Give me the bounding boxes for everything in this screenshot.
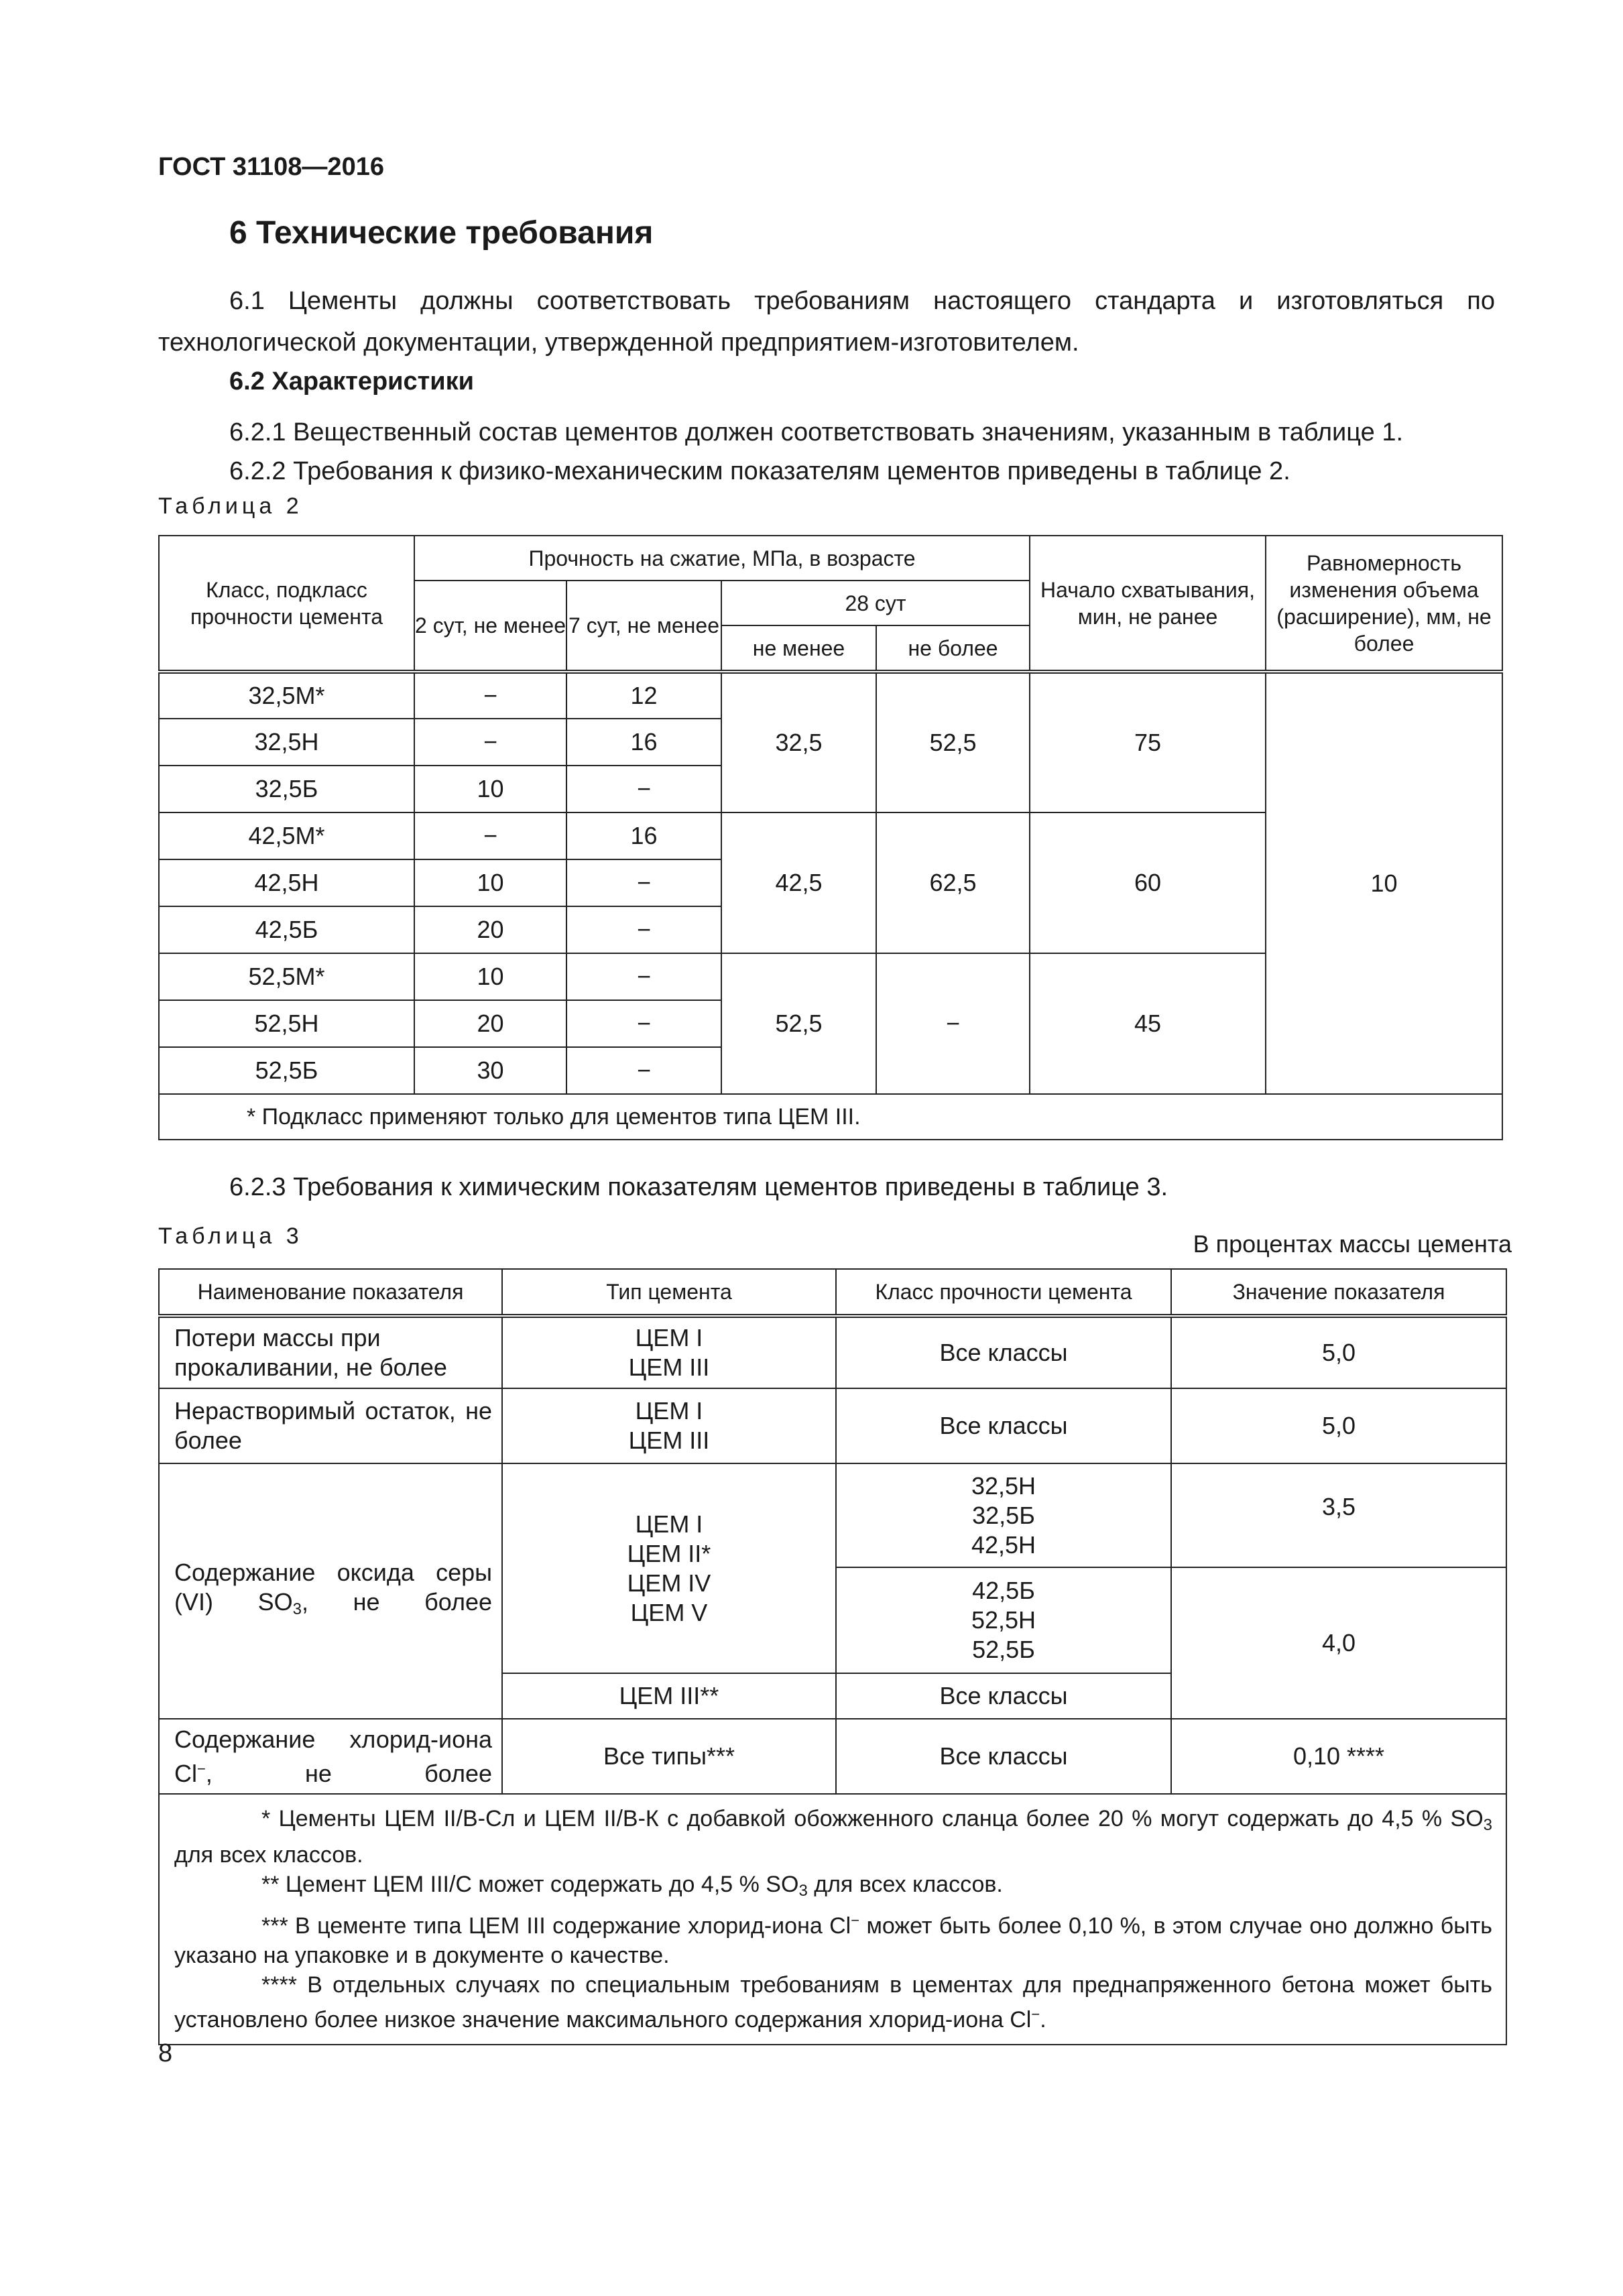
table-cell: 30 <box>414 1047 566 1094</box>
table-cell: 20 <box>414 1000 566 1047</box>
paragraph-6-2-2: 6.2.2 Требования к физико-механическим показателям цементов приведены в таблице 2. <box>229 457 1290 485</box>
table-cell: 42,5Н <box>159 859 414 906</box>
table-cell <box>502 1388 836 1463</box>
page-number: 8 <box>158 2039 173 2067</box>
table-cell: 60 <box>1030 812 1266 953</box>
text-run: Содержание хлорид-иона Cl <box>174 1725 492 1787</box>
table-cell: − <box>566 859 721 906</box>
cell-line: 52,5Б <box>972 1636 1035 1663</box>
table-cell: 52,5Б <box>159 1047 414 1094</box>
text-run: , не более <box>205 1759 492 1787</box>
table-cell: 62,5 <box>876 812 1030 953</box>
table-cell: 12 <box>566 672 721 719</box>
text-run: для всех классов. <box>174 1842 363 1868</box>
col-type-header: Тип цемента <box>502 1269 836 1316</box>
superscript: − <box>197 1760 206 1777</box>
table-2 <box>158 535 1503 1140</box>
cell-line: ЦЕМ IV <box>627 1569 711 1597</box>
table-cell: 20 <box>414 906 566 953</box>
table-cell: 16 <box>566 719 721 766</box>
col-value-header: Значение показателя <box>1171 1269 1506 1316</box>
table-cell: − <box>566 906 721 953</box>
table-cell: 5,0 <box>1171 1316 1506 1388</box>
table-cell: 10 <box>414 859 566 906</box>
superscript: − <box>851 1912 860 1929</box>
col-class-header: Класс прочности цемента <box>836 1269 1171 1316</box>
cell-line: ЦЕМ III <box>628 1427 710 1454</box>
table-cell: 10 <box>1266 672 1502 1094</box>
table-cell: 52,5Н <box>159 1000 414 1047</box>
paragraph-6-1: 6.1 Цементы должны соответствовать требованиям настоящего стандарта и изготовляться по технологической документации, утвержденной предприятием-изготовителем. <box>158 287 1495 357</box>
col-soundness-header: Равномерность изменения объема (расширение), мм, не более <box>1266 536 1502 672</box>
subscript: 3 <box>1483 1816 1492 1834</box>
table-cell: − <box>414 672 566 719</box>
table-cell: Все типы*** <box>502 1719 836 1794</box>
table-cell <box>836 1463 1171 1567</box>
cell-line: ЦЕМ I <box>635 1510 703 1538</box>
col-7d-header: 7 сут, не менее <box>566 581 721 672</box>
cell-line: ЦЕМ I <box>635 1324 703 1351</box>
table-cell: 5,0 <box>1171 1388 1506 1463</box>
cell-line: 42,5Б <box>972 1577 1035 1604</box>
table-cell: 3,5 <box>1171 1463 1506 1567</box>
cell-line: ЦЕМ III <box>628 1353 710 1381</box>
col-class-header: Класс, подкласс прочности цемента <box>159 536 414 672</box>
table-cell <box>502 1316 836 1388</box>
table-cell: 42,5 <box>721 812 876 953</box>
table-cell: 32,5 <box>721 672 876 812</box>
col-28d-min-header: не менее <box>721 625 876 672</box>
table-cell: − <box>566 953 721 1000</box>
table-cell: 42,5Б <box>159 906 414 953</box>
col-28d-header: 28 сут <box>721 581 1030 625</box>
table-cell: − <box>566 1000 721 1047</box>
subsection-title: 6.2 Характеристики <box>229 367 475 396</box>
text-run: **** В отдельных случаях по специальным требованиям в цементах для преднапряженного бетона может быть установлено более низкое значение максимального содержания хлорид-иона Cl <box>174 1972 1492 2033</box>
section-title: 6 Технические требования <box>229 215 654 251</box>
col-2d-header: 2 сут, не менее <box>414 581 566 672</box>
col-strength-header: Прочность на сжатие, МПа, в возрасте <box>414 536 1030 581</box>
table2-caption: Таблица 2 <box>158 493 303 519</box>
table-cell: − <box>566 766 721 812</box>
table-cell: Нерастворимый остаток, не более <box>159 1388 502 1463</box>
cell-line: 52,5Н <box>971 1606 1036 1634</box>
table-cell: 75 <box>1030 672 1266 812</box>
col-setting-header: Начало схватывания, мин, не ранее <box>1030 536 1266 672</box>
paragraph-6-2-3: 6.2.3 Требования к химическим показателям цементов приведены в таблице 3. <box>229 1173 1168 1201</box>
text-run: для всех классов. <box>807 1872 1003 1897</box>
table-cell: 0,10 **** <box>1171 1719 1506 1794</box>
table-cell: 52,5 <box>721 953 876 1094</box>
table-cell: 42,5М* <box>159 812 414 859</box>
table-cell <box>159 1719 502 1794</box>
table-cell: 4,0 <box>1171 1567 1506 1719</box>
cell-line: ЦЕМ V <box>630 1598 708 1626</box>
paragraph-6-2-1: 6.2.1 Вещественный состав цементов должен соответствовать значениям, указанным в таблице 1. <box>229 418 1404 446</box>
table-cell: 10 <box>414 953 566 1000</box>
table-3 <box>158 1268 1507 2045</box>
table-cell <box>159 1463 502 1719</box>
table-cell: 32,5М* <box>159 672 414 719</box>
table-cell: 10 <box>414 766 566 812</box>
table-cell: 52,5 <box>876 672 1030 812</box>
text-run: *** В цементе типа ЦЕМ III содержание хлорид-иона Cl <box>261 1913 851 1939</box>
text-run: * Цементы ЦЕМ II/В-Сл и ЦЕМ II/В-К с добавкой обожженного сланца более 20 % могут содержать до 4,5 % SO <box>261 1806 1484 1831</box>
table-cell: Все классы <box>836 1316 1171 1388</box>
document-code: ГОСТ 31108—2016 <box>158 153 384 181</box>
table-cell: Все классы <box>836 1719 1171 1794</box>
table-cell: 16 <box>566 812 721 859</box>
table-cell <box>836 1567 1171 1673</box>
table-cell: − <box>876 953 1030 1094</box>
table3-unit: В процентах массы цемента <box>1193 1230 1512 1258</box>
footnote-1 <box>174 1804 1492 1870</box>
table-cell: Все классы <box>836 1388 1171 1463</box>
cell-line: 32,5Б <box>972 1501 1035 1529</box>
table-cell: Все классы <box>836 1673 1171 1719</box>
cell-line: ЦЕМ I <box>635 1397 703 1425</box>
table-cell: − <box>414 812 566 859</box>
subscript: 3 <box>292 1600 302 1618</box>
text-run: . <box>1040 2007 1046 2033</box>
footnote-4 <box>174 1970 1492 2035</box>
cell-line: 42,5Н <box>971 1530 1036 1559</box>
table-cell <box>502 1463 836 1673</box>
col-name-header: Наименование показателя <box>159 1269 502 1316</box>
table-cell: Потери массы при прокаливании, не более <box>159 1316 502 1388</box>
text-run: , не более <box>301 1588 492 1616</box>
table-cell: ЦЕМ III** <box>502 1673 836 1719</box>
table3-footnotes <box>159 1794 1506 2045</box>
footnote-2 <box>174 1870 1492 1906</box>
table-cell: 52,5М* <box>159 953 414 1000</box>
table2-footnote: * Подкласс применяют только для цементов типа ЦЕМ III. <box>159 1094 1502 1140</box>
table-cell: − <box>566 1047 721 1094</box>
text-run: ** Цемент ЦЕМ III/С может содержать до 4,5 % SO <box>261 1872 799 1897</box>
col-28d-max-header: не более <box>876 625 1030 672</box>
table-cell: 32,5Н <box>159 719 414 766</box>
footnote-3 <box>174 1906 1492 1970</box>
table-cell: 32,5Б <box>159 766 414 812</box>
table-cell: − <box>414 719 566 766</box>
table-cell: 45 <box>1030 953 1266 1094</box>
table3-caption: Таблица 3 <box>158 1223 303 1249</box>
subscript: 3 <box>798 1882 808 1900</box>
text-run: может быть более 0,10 %, в этом случае оно должно быть указано на упаковке и в документе о качестве. <box>174 1913 1492 1968</box>
cell-line: 32,5Н <box>971 1471 1036 1500</box>
cell-line: ЦЕМ II* <box>627 1539 711 1567</box>
superscript: − <box>1031 2006 1040 2022</box>
text-run: Содержание оксида серы (VI) SO <box>174 1559 492 1616</box>
